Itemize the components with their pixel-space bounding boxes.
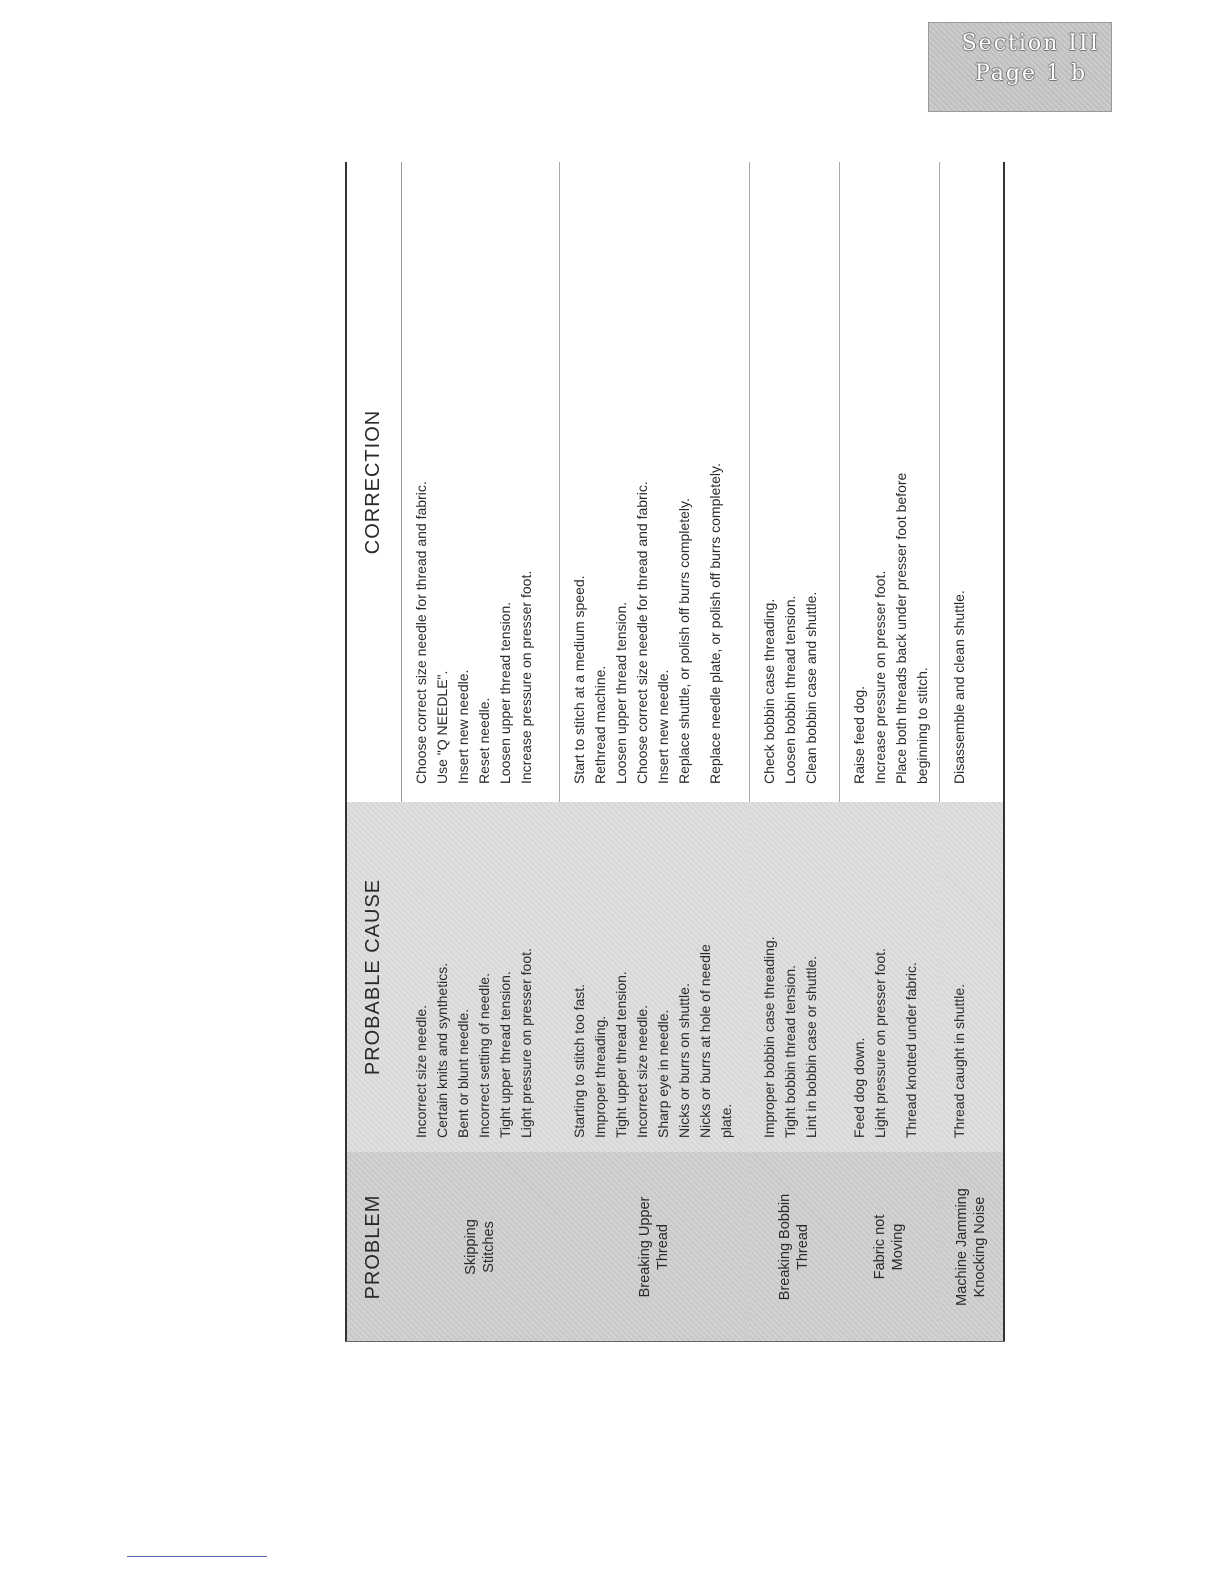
section-label: Section III (961, 31, 1101, 56)
problem-text: Thread (655, 1224, 671, 1270)
table-row (749, 162, 840, 1342)
cause-cell (559, 802, 749, 1152)
correction-line: Disassemble and clean shuttle. (951, 590, 967, 784)
cause-line: Feed dog down. (851, 1037, 867, 1138)
correction-line: Loosen bobbin thread tension. (782, 595, 798, 784)
table-rule-right (1003, 162, 1005, 1342)
correction-line: Insert new needle. (455, 669, 471, 784)
problem-text: Machine Jamming (954, 1188, 970, 1306)
problem-text: Moving (890, 1223, 906, 1271)
correction-line: beginning to stitch. (914, 667, 930, 784)
table-row (559, 162, 750, 1342)
problem-cell (939, 1152, 1003, 1342)
table-row (839, 162, 940, 1342)
problem-text: Breaking Upper (637, 1196, 653, 1298)
problem-text: Knocking Noise (972, 1196, 988, 1298)
problem-cell (839, 1152, 939, 1342)
cause-line: Improper bobbin case threading. (761, 936, 777, 1138)
cause-cell (839, 802, 939, 1152)
table-row (401, 162, 560, 1342)
correction-line: Clean bobbin case and shuttle. (803, 591, 819, 784)
header-probable-cause: PROBABLE CAUSE (345, 802, 401, 1152)
page-label: Page 1 b (974, 61, 1088, 86)
correction-cell (559, 162, 749, 802)
correction-line: Loosen upper thread tension. (613, 601, 629, 784)
correction-line: Loosen upper thread tension. (497, 601, 513, 784)
problem-cell (749, 1152, 839, 1342)
troubleshooting-table-frame (345, 162, 1005, 1342)
problem-text: Stitches (481, 1221, 497, 1273)
correction-line: Reset needle. (476, 697, 492, 784)
correction-line: Raise feed dog. (851, 685, 867, 784)
problem-text: Skipping (463, 1219, 479, 1275)
cause-line: Light pressure on presser foot. (518, 948, 534, 1138)
footer-rule (127, 1556, 267, 1557)
cause-line: Nicks or burrs on shuttle. (676, 983, 692, 1138)
correction-line: Increase pressure on presser foot. (518, 570, 534, 784)
cause-line: Tight bobbin thread tension. (782, 964, 798, 1138)
correction-cell (749, 162, 839, 802)
cause-line: Lint in bobbin case or shuttle. (803, 955, 819, 1138)
correction-line: Rethread machine. (592, 665, 608, 784)
cause-line: Thread knotted under fabric. (903, 962, 919, 1138)
problem-text: Breaking Bobbin (777, 1193, 793, 1301)
correction-line: Place both threads back under presser foot before (893, 472, 909, 784)
cause-line: plate. (718, 1103, 734, 1138)
correction-line: Choose correct size needle for thread and fabric. (413, 481, 429, 784)
correction-cell (839, 162, 939, 802)
cause-line: Incorrect setting of needle. (476, 973, 492, 1138)
correction-line: Insert new needle. (655, 669, 671, 784)
section-page-tab (928, 22, 1112, 112)
header-correction: CORRECTION (362, 409, 384, 555)
troubleshooting-table (345, 162, 1005, 1342)
problem-text: Thread (795, 1224, 811, 1270)
correction-cell (401, 162, 559, 802)
correction-line: Replace shuttle, or polish off burrs completely. (676, 498, 692, 784)
cause-line: Sharp eye in needle. (655, 1009, 671, 1138)
cause-line: Incorrect size needle. (634, 1004, 650, 1138)
table-rule-bottom (345, 1341, 1005, 1342)
cause-line: Light pressure on presser foot. (872, 948, 888, 1138)
problem-text: Fabric not (872, 1214, 888, 1280)
cause-cell (401, 802, 559, 1152)
cause-line: Incorrect size needle. (413, 1004, 429, 1138)
cause-line: Improper threading. (592, 1015, 608, 1138)
cause-line: Bent or blunt needle. (455, 1008, 471, 1138)
header-problem: PROBLEM (345, 1152, 401, 1342)
correction-line: Choose correct size needle for thread and fabric. (634, 481, 650, 784)
cause-line: Starting to stitch too fast. (571, 983, 587, 1138)
cause-line: Nicks or burrs at hole of needle (697, 944, 713, 1138)
correction-line: Increase pressure on presser foot. (872, 570, 888, 784)
cause-line: Thread caught in shuttle. (951, 983, 967, 1138)
cause-line: Tight upper thread tension. (497, 971, 513, 1138)
table-row (939, 162, 1003, 1342)
correction-cell (939, 162, 1003, 802)
correction-line: Replace needle plate, or polish off burrs completely. (707, 463, 723, 784)
problem-cell (559, 1152, 749, 1342)
table-header (345, 162, 402, 1342)
table-rule-left (345, 162, 347, 1342)
cause-cell (939, 802, 1003, 1152)
problem-cell (401, 1152, 559, 1342)
correction-line: Start to stitch at a medium speed. (571, 575, 587, 784)
cause-line: Certain knits and synthetics. (434, 962, 450, 1138)
correction-line: Use "Q NEEDLE". (434, 670, 450, 784)
cause-cell (749, 802, 839, 1152)
correction-line: Check bobbin case threading. (761, 598, 777, 784)
cause-line: Tight upper thread tension. (613, 971, 629, 1138)
